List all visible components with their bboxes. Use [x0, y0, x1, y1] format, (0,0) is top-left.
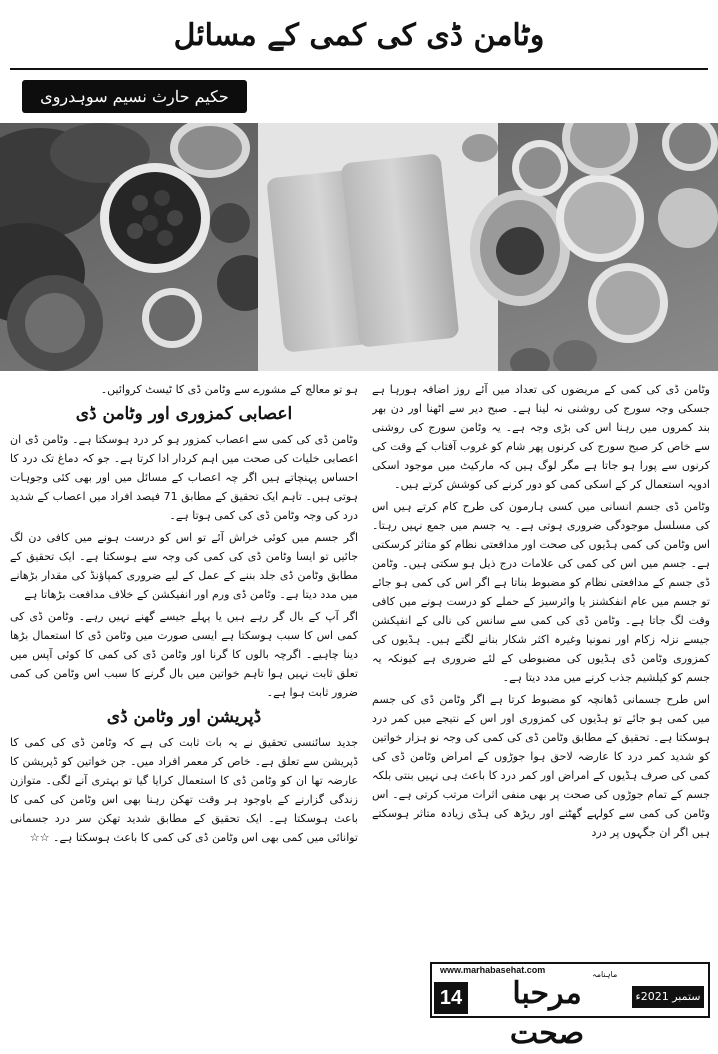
end-mark: ☆☆	[29, 831, 50, 844]
magazine-subtitle: ماہنامہ	[592, 970, 618, 979]
paragraph: اس طرح جسمانی ڈھانچہ کو مضبوط کرتا ہے اگر وٹامن ڈی کی جسم میں کمی ہو جائے تو ہڈیوں کی کمزوری اور اس کے نتیجے میں کمر درد ہوسکتا ہے۔ تحقیق کے مطابق وٹامن ڈی کی کمی کی وجہ نو ہزار خواتین کو شدید کمر درد کا عارضہ لاحق ہوا جوڑوں کے امراض وٹامن ڈی کی کمی کی صرف ہڈیوں کے امراض اور کمر درد کا باعث ہی نہیں بنتی بلکہ جسم کے تمام جوڑوں کی صحت پر بھی منفی اثرات مرتب کرتی ہے۔ اس وٹامن کی کمی سے کولہے گھٹنے اور ریڑھ کی ہڈی زیادہ متاثر ہوسکتے ہیں اگر ان جگہوں پر درد	[372, 693, 710, 839]
paragraph: وٹامن ڈی کی کمی سے اعصاب کمزور ہو کر درد ہوسکتا ہے۔ وٹامن ڈی ان اعصابی خلیات کی صحت میں اہم کردار ادا کرتا ہے۔ جو کہ دماغ تک درد کا احساس پہنچاتے ہیں اگر چہ اعصاب کے مسائل میں اور بھی کئی وجوہات ہوتی ہیں۔ تاہم ایک تحقیق کے مطابق 71 فیصد افراد میں اعصاب کے شدید درد کی وجہ وٹامن ڈی کی کمی ہوتا ہے۔	[10, 433, 358, 522]
section-heading: اعصابی کمزوری اور وٹامن ڈی	[75, 404, 293, 424]
section-heading: ڈپریشن اور وٹامن ڈی	[106, 707, 262, 727]
issue-date: ستمبر 2021ء	[632, 986, 704, 1008]
food-photo	[0, 123, 718, 371]
paragraph	[10, 733, 358, 847]
magazine-masthead	[430, 962, 710, 1051]
paragraph: اگر آپ کے بال گر رہے ہیں یا پہلے جیسے گھنے نہیں رہے۔ وٹامن ڈی کی کمی اس کا سبب ہوسکتا ہے ایسی صورت میں وٹامن ڈی کا استعمال بڑھا دینا چاہیے۔ اگرچہ بالوں کا گرنا اور وٹامن ڈی کی کمی کا کوئی آپس میں تعلق ثابت نہیں ہوا تاہم خواتین میں بال گرنے کا سبب اس وٹامن کی کمی ضرور ثابت ہوا ہے۔	[10, 610, 358, 699]
magazine-name: مرحبا صحت	[509, 976, 585, 1051]
article-title: وٹامن ڈی کی کمی کے مسائل	[173, 18, 545, 53]
page-number: 14	[434, 982, 468, 1014]
author-banner	[22, 80, 247, 113]
website-url: www.marhabasehat.com	[440, 965, 546, 975]
paragraph: اگر جسم میں کوئی خراش آئے تو اس کو درست ہونے میں کافی دن لگ جائیں تو ایسا وٹامن ڈی کی کمی کی وجہ سے ہوسکتا ہے۔ ایک تحقیق کے مطابق وٹامن ڈی جلد بننے کے عمل کے لیے ضروری کمپاؤنڈ کی مقدار بڑھانے میں مدد دیتا ہے۔ وٹامن ڈی ورم اور انفیکشن کے خلاف مدافعت بڑھاتا ہے	[10, 531, 358, 601]
article-column-left	[10, 380, 358, 1000]
paragraph: وٹامن ڈی کی کمی کے مریضوں کی تعداد میں آئے روز اضافہ ہورہا ہے جسکی وجہ سورج کی روشنی نہ لینا ہے۔ صبح دیر سے اٹھنا اور دن بھر بند کمروں میں رہنا اس کی بڑی وجہ ہے۔ یہ وٹامن سورج کی روشنی سے خاص کر صبح سورج کی کرنوں پھر شام کو غروب آفتاب کے وقت کی کرنوں سے پورا ہو جاتا ہے مگر لوگ ہیں کہ مارکیٹ میں موجود اسکی ادویہ استعمال کر کے اسکی کمی کو دور کرنے کی کوشش کرتے ہیں۔	[372, 383, 710, 491]
author-name: حکیم حارث نسیم سوہدروی	[40, 87, 229, 106]
paragraph-text: جدید سائنسی تحقیق نے یہ بات ثابت کی ہے کہ وٹامن ڈی کی کمی کا ڈپریشن سے تعلق ہے۔ خاص کر معمر افراد میں۔ جن خواتین کو ڈپریشن کا عارضہ تھا ان کو وٹامن ڈی کا استعمال کرایا گیا تو بہتری آنے لگی۔ متوازن زندگی گزارنے کے باوجود ہر وقت تھکن رہنا بھی اس وٹامن کی کمی کا باعث ہوسکتا ہے۔ ایک تحقیق کے مطابق شدید تھکن سر درد جسمانی توانائی میں کمی بھی اس وٹامن ڈی کی کمی کا باعث ہوسکتا ہے۔	[10, 736, 358, 844]
vitamin-d-foods-image	[0, 123, 718, 371]
title-divider	[10, 68, 708, 70]
article-column-right	[372, 380, 710, 988]
paragraph: وٹامن ڈی جسم انسانی میں کسی ہارمون کی طرح کام کرتے ہیں اس کی مسلسل موجودگی ضروری ہوتی ہے۔ یہ جسم میں جمع نہیں رہتا۔ اس وٹامن کی کمی ہڈیوں کی صحت اور مدافعتی نظام کو متاثر کرسکتی ہے۔ جسم میں اس کی کمی کی علامات درج ذیل ہو سکتی ہیں۔ وٹامن ڈی جسم کے مدافعتی نظام کو مضبوط بناتا ہے اگر اس کی کمی ہو جائے تو جسم میں عام انفکشنز یا وائرسیز کے حملے کو درست ہونے میں کافی وقت لگ جاتا ہے۔ وٹامن ڈی کی کمی سے سانس کی نالی کے انفیکشن جیسے نزلہ زکام اور نمونیا وغیرہ اکثر شکار بنانے لگتے ہیں۔ ہڈیوں کی کمزوری وٹامن ڈی ہڈیوں کی مضبوطی کے لئے ضروری ہے کیونکہ یہ جسم کو کیلشیم جذب کرنے میں مدد دیتا ہے۔	[372, 500, 710, 684]
paragraph: ہو تو معالج کے مشورے سے وٹامن ڈی کا ٹیسٹ کروائیں۔	[100, 383, 358, 396]
